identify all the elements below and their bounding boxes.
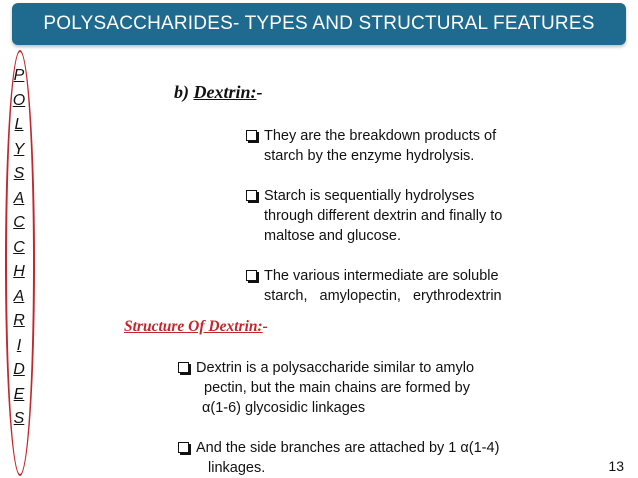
side-letter: L	[14, 116, 24, 133]
bullet-line: starch by the enzyme hydrolysis.	[264, 148, 475, 164]
structure-heading-suffix: -	[262, 318, 268, 335]
side-letter: D	[13, 361, 25, 378]
side-letter: C	[13, 214, 25, 231]
bullet-sequential-hydrolysis	[246, 186, 502, 246]
dextrin-heading-prefix: b)	[174, 82, 194, 102]
bullet-line: pectin, but the main chains are formed by	[204, 380, 470, 396]
side-letter: O	[12, 91, 26, 109]
slide-title: POLYSACCHARIDES- TYPES AND STRUCTURAL FEATURES	[43, 13, 595, 34]
side-letter: P	[13, 67, 25, 84]
side-letter: E	[13, 385, 25, 403]
side-vertical-word	[8, 64, 32, 432]
checkbox-bullet-icon	[178, 442, 189, 453]
slide-title-bar	[12, 3, 626, 45]
bullet-intermediates	[246, 266, 502, 306]
dextrin-heading-suffix: -	[256, 82, 263, 102]
side-letter: S	[13, 165, 25, 182]
bullet-line: through different dextrin and finally to	[264, 208, 503, 224]
bullet-line: They are the breakdown products of	[264, 128, 497, 144]
side-letter: A	[13, 287, 25, 305]
side-letter: H	[13, 263, 25, 280]
bullet-line: maltose and glucose.	[264, 228, 402, 244]
side-letter: I	[16, 336, 22, 354]
bullet-line: Starch is sequentially hydrolyses	[264, 188, 475, 204]
side-letter: Y	[13, 140, 25, 158]
checkbox-bullet-icon	[246, 190, 257, 201]
structure-heading	[124, 318, 268, 336]
checkbox-bullet-icon	[246, 270, 257, 281]
side-letter: S	[13, 410, 25, 427]
bullet-breakdown-products	[246, 126, 496, 166]
bullet-line: The various intermediate are soluble	[264, 268, 499, 284]
bullet-line: linkages.	[208, 460, 266, 476]
side-letter: C	[13, 238, 25, 256]
page-number: 13	[608, 458, 624, 474]
bullet-main-chains	[178, 358, 474, 418]
structure-heading-word: Structure Of Dextrin:	[124, 318, 263, 335]
dextrin-heading-word: Dextrin:	[193, 82, 257, 102]
bullet-side-branches	[178, 438, 499, 478]
checkbox-bullet-icon	[178, 362, 189, 373]
bullet-line: And the side branches are attached by 1 α(1-4)	[196, 440, 500, 456]
bullet-line: starch, amylopectin, erythrodextrin	[264, 288, 502, 304]
bullet-line: Dextrin is a polysaccharide similar to amylo	[196, 360, 475, 376]
bullet-line: α(1-6) glycosidic linkages	[202, 400, 366, 416]
dextrin-heading	[174, 82, 263, 103]
side-letter: A	[13, 189, 25, 207]
checkbox-bullet-icon	[246, 130, 257, 141]
side-letter: R	[13, 312, 25, 329]
